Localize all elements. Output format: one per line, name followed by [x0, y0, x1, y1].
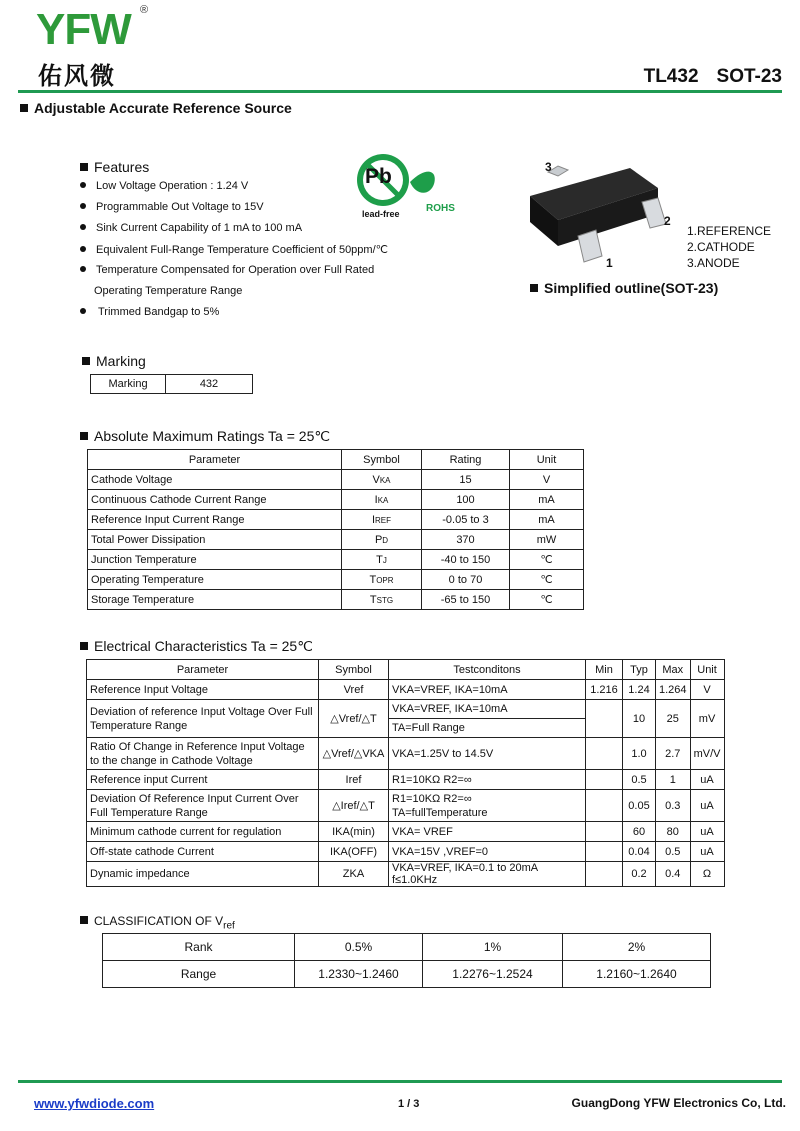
- table-row: Ratio Of Change in Reference Input Voltage to the change in Cathode Voltage △Vref/△VKA VKA=1.25V to 14.5V 1.0 2.7 mV/V: [87, 738, 725, 770]
- registered-mark: ®: [140, 4, 149, 16]
- footer-divider: [18, 1080, 782, 1083]
- marking-value: 432: [166, 375, 253, 394]
- table-row: Cathode Voltage VKA 15 V: [88, 470, 584, 490]
- abs-max-heading: Absolute Maximum Ratings Ta = 25℃: [80, 428, 330, 445]
- marking-table: [90, 374, 253, 394]
- table-row: Dynamic impedance ZKA VKA=VREF, IKA=0.1 to 20mA f≤1.0KHz 0.2 0.4 Ω: [87, 862, 725, 887]
- table-row: Off-state cathode Current IKA(OFF) VKA=15V ,VREF=0 0.04 0.5 uA: [87, 842, 725, 862]
- website-link[interactable]: www.yfwdiode.com: [34, 1096, 155, 1111]
- table-row: Rank 0.5% 1% 2%: [103, 934, 711, 961]
- table-row: Deviation Of Reference Input Current Over Full Temperature Range △Iref/△T R1=10KΩ R2=∞ TA=fullTemperature 0.05 0.3 uA: [87, 790, 725, 822]
- sot23-package-icon: [526, 160, 686, 270]
- page-number: 1 / 3: [398, 1098, 420, 1110]
- classification-table: [102, 933, 711, 988]
- feature-item: Programmable Out Voltage to 15V: [80, 201, 388, 222]
- marking-heading: Marking: [82, 353, 146, 369]
- package-name: SOT-23: [716, 66, 782, 87]
- pin-number-3: 3: [545, 160, 552, 174]
- abs-max-table: Parameter Symbol Rating Unit Cathode Voltage VKA 15 V Continuous Cathode Current Range IKA 100 mA Reference Input Current Range IREF -0.05 to 3 mA Total Power Dissipation PD 370 mW Junction Temperature TJ -40 to 150 ℃ Operating Temperature TOPR 0 to 70 ℃ Storage Temperature TSTG -65 to 150 ℃: [87, 449, 584, 610]
- feature-item: Temperature Compensated for Operation over Full Rated: [80, 264, 388, 285]
- part-number: TL432: [643, 66, 699, 87]
- feature-item: Trimmed Bandgap to 5%: [80, 306, 388, 327]
- outline-caption: Simplified outline(SOT-23): [530, 280, 718, 296]
- table-row: Continuous Cathode Current Range IKA 100 mA: [88, 490, 584, 510]
- table-row: Minimum cathode current for regulation IKA(min) VKA= VREF 60 80 uA: [87, 822, 725, 842]
- elec-table: Parameter Symbol Testconditons Min Typ Max Unit Reference Input Voltage Vref VKA=VREF, IKA=10mA 1.216 1.24 1.264 V Deviation of reference Input Voltage Over Full Temperature Range △Vref/△T VKA=VREF, IKA=10mA 10 25 mV TA=Full Range Ratio Of Change in Reference Input Voltage to the change in Cathode Voltage △Vref/△VKA VKA=1.25V to 14.5V 1.0 2.7 mV/V Reference input Current Iref R1=10KΩ R2=∞ 0.5 1 uA Deviation Of Reference Input Current Over Full Temperature Range △Iref/△T R1=10KΩ R2=∞ TA=fullTemperature 0.05 0.3 uA Minimum cathode current for regulation IKA(min) VKA= VREF 60 80 uA Off-state cathode Current IKA(OFF) VKA=15V ,VREF=0 0.04 0.5 uA Dynamic impedance ZKA VKA=VREF, IKA=0.1 to 20mA f≤1.0KHz 0.2 0.4 Ω: [86, 659, 725, 887]
- features-heading: Features: [80, 159, 149, 175]
- page-title: [644, 66, 782, 88]
- logo-letters: YFW: [36, 5, 131, 54]
- pin-item: 2.CATHODE: [687, 240, 755, 254]
- feature-item: Sink Current Capability of 1 mA to 100 mA: [80, 222, 388, 243]
- marking-label: Marking: [91, 375, 166, 394]
- pin-list: [687, 223, 771, 271]
- pb-symbol: Pb: [365, 165, 392, 188]
- feature-item: Operating Temperature Range: [94, 285, 243, 297]
- classification-heading: CLASSIFICATION OF $V_{ref}$: [80, 914, 235, 931]
- lead-free-label: lead-free: [362, 209, 400, 219]
- feature-list: [80, 180, 388, 327]
- table-row: Total Power Dissipation PD 370 mW: [88, 530, 584, 550]
- table-row: Deviation of reference Input Voltage Over Full Temperature Range △Vref/△T VKA=VREF, IKA=10mA 10 25 mV: [87, 700, 725, 719]
- subtitle: Adjustable Accurate Reference Source: [20, 100, 292, 116]
- feature-item: Low Voltage Operation : 1.24 V: [80, 180, 388, 201]
- pin-item: 1.REFERENCE: [687, 224, 772, 238]
- table-row: Junction Temperature TJ -40 to 150 ℃: [88, 550, 584, 570]
- header-divider: [18, 90, 782, 93]
- table-row: Reference input Current Iref R1=10KΩ R2=∞ 0.5 1 uA: [87, 770, 725, 790]
- pin-number-1: 1: [606, 256, 613, 270]
- pin-number-2: 2: [664, 214, 671, 228]
- table-row: Reference Input Current Range IREF -0.05 to 3 mA: [88, 510, 584, 530]
- table-row: Reference Input Voltage Vref VKA=VREF, IKA=10mA 1.216 1.24 1.264 V: [87, 680, 725, 700]
- table-row: Operating Temperature TOPR 0 to 70 ℃: [88, 570, 584, 590]
- pin-item: 3.ANODE: [687, 256, 740, 270]
- table-row: Range 1.2330~1.2460 1.2276~1.2524 1.2160~1.2640: [103, 961, 711, 988]
- rohs-label: ROHS: [426, 203, 455, 214]
- elec-heading: Electrical Characteristics Ta = 25℃: [80, 638, 313, 655]
- table-row: Storage Temperature TSTG -65 to 150 ℃: [88, 590, 584, 610]
- logo-chinese: 佑风微: [38, 63, 116, 90]
- company-name: GuangDong YFW Electronics Co, Ltd.: [571, 1096, 786, 1110]
- feature-item: Equivalent Full-Range Temperature Coefficient of 50ppm/℃: [80, 243, 388, 264]
- rohs-badge: [352, 148, 462, 220]
